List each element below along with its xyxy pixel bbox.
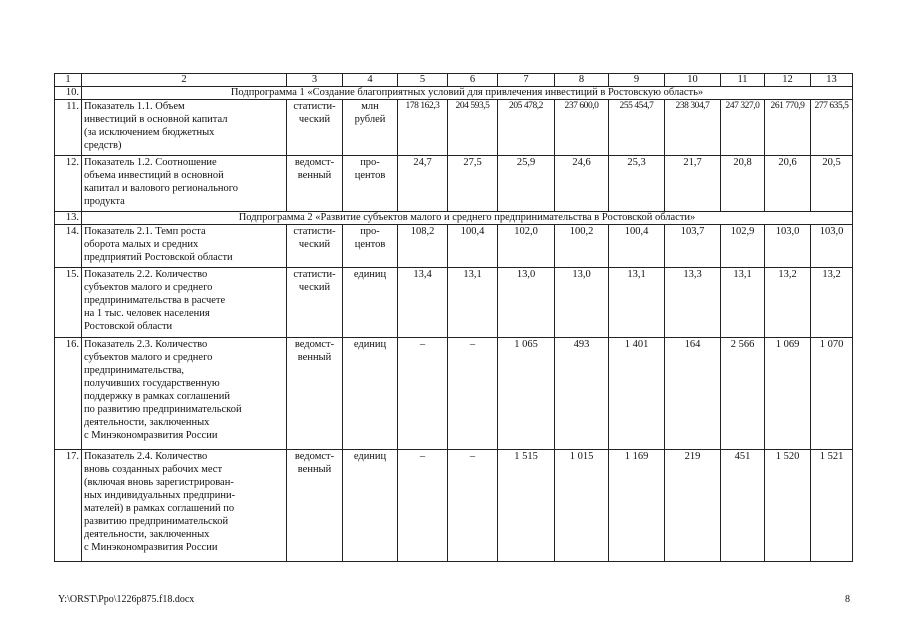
indicator-value: 237 600,0: [555, 100, 609, 156]
indicator-source: ведомст- венный: [287, 156, 343, 212]
subprogram-row: [55, 212, 853, 225]
indicator-value: 24,7: [398, 156, 448, 212]
table-row: [55, 225, 853, 268]
indicator-value: 13,1: [448, 268, 498, 338]
indicator-value: 13,1: [721, 268, 765, 338]
indicator-value: 100,4: [448, 225, 498, 268]
indicator-value: 1 169: [609, 450, 665, 562]
indicator-value: 238 304,7: [665, 100, 721, 156]
column-number-header: 10: [665, 74, 721, 87]
indicator-value: 1 520: [765, 450, 811, 562]
indicator-source: статисти- ческий: [287, 100, 343, 156]
indicator-value: 277 635,5: [811, 100, 853, 156]
indicator-value: 1 069: [765, 338, 811, 450]
column-number-header: 11: [721, 74, 765, 87]
indicator-value: 451: [721, 450, 765, 562]
indicator-value: 13,3: [665, 268, 721, 338]
indicator-value: 13,0: [555, 268, 609, 338]
subprogram-title: Подпрограмма 1 «Создание благоприятных условий для привлечения инвестиций в Ростовскую область»: [82, 87, 853, 100]
indicator-source: статисти- ческий: [287, 268, 343, 338]
indicator-value: 13,0: [498, 268, 555, 338]
indicator-name: Показатель 2.4. Количество вновь созданных рабочих мест (включая вновь зарегистрирован- ных индивидуальных предприни- мателей) в рамках соглашений по развитию предпринимательской деятельности, заключенных с Минэкономразвития России: [82, 450, 287, 562]
table-body: [55, 74, 853, 562]
indicator-name: Показатель 2.3. Количество субъектов малого и среднего предпринимательства, получивших государственную поддержку в рамках соглашений по развитию предпринимательской деятельности, заключенных с Минэкономразвития России: [82, 338, 287, 450]
indicator-value: 25,9: [498, 156, 555, 212]
table-row: [55, 156, 853, 212]
indicator-value: 102,9: [721, 225, 765, 268]
indicator-value: 13,2: [811, 268, 853, 338]
table-row: [55, 450, 853, 562]
indicator-value: 1 070: [811, 338, 853, 450]
indicator-table-container: [54, 73, 852, 562]
subprogram-title: Подпрограмма 2 «Развитие субъектов малого и среднего предпринимательства в Ростовской области»: [82, 212, 853, 225]
indicator-value: 205 478,2: [498, 100, 555, 156]
indicator-value: 20,8: [721, 156, 765, 212]
indicator-value: 27,5: [448, 156, 498, 212]
indicator-value: 13,1: [609, 268, 665, 338]
row-number: 16.: [55, 338, 82, 450]
indicator-value: 25,3: [609, 156, 665, 212]
indicator-value: 100,2: [555, 225, 609, 268]
column-number-header: 12: [765, 74, 811, 87]
indicator-value: 1 515: [498, 450, 555, 562]
footer-page-number: 8: [845, 594, 850, 605]
indicator-value: 493: [555, 338, 609, 450]
indicator-value: 108,2: [398, 225, 448, 268]
row-number: 12.: [55, 156, 82, 212]
indicator-value: 1 015: [555, 450, 609, 562]
indicator-value: 102,0: [498, 225, 555, 268]
indicator-value: 261 770,9: [765, 100, 811, 156]
table-row: [55, 338, 853, 450]
indicator-value: 103,0: [765, 225, 811, 268]
column-number-header: 6: [448, 74, 498, 87]
indicator-unit: млн рублей: [343, 100, 398, 156]
indicator-value: 20,5: [811, 156, 853, 212]
indicator-value: 21,7: [665, 156, 721, 212]
indicator-unit: про- центов: [343, 225, 398, 268]
indicator-value: 2 566: [721, 338, 765, 450]
indicator-value: 1 401: [609, 338, 665, 450]
indicator-value: –: [448, 338, 498, 450]
indicator-source: ведомст- венный: [287, 450, 343, 562]
column-number-header: 2: [82, 74, 287, 87]
indicator-value: –: [398, 450, 448, 562]
footer-file-path: Y:\ORST\Ppo\1226p875.f18.docx: [58, 594, 195, 605]
indicator-value: –: [398, 338, 448, 450]
indicator-source: ведомст- венный: [287, 338, 343, 450]
indicator-value: 164: [665, 338, 721, 450]
indicator-unit: единиц: [343, 338, 398, 450]
indicator-unit: про- центов: [343, 156, 398, 212]
indicator-value: 1 065: [498, 338, 555, 450]
row-number: 13.: [55, 212, 82, 225]
indicator-value: 103,7: [665, 225, 721, 268]
indicator-name: Показатель 1.1. Объем инвестиций в основной капитал (за исключением бюджетных средств): [82, 100, 287, 156]
indicator-value: 178 162,3: [398, 100, 448, 156]
subprogram-row: [55, 87, 853, 100]
indicator-value: 204 593,5: [448, 100, 498, 156]
row-number: 14.: [55, 225, 82, 268]
table-row: [55, 100, 853, 156]
indicator-value: –: [448, 450, 498, 562]
row-number: 15.: [55, 268, 82, 338]
column-number-header: 4: [343, 74, 398, 87]
column-number-header: 13: [811, 74, 853, 87]
column-number-header: 3: [287, 74, 343, 87]
column-number-header: 8: [555, 74, 609, 87]
indicator-value: 247 327,0: [721, 100, 765, 156]
column-number-header: 9: [609, 74, 665, 87]
column-number-header: 5: [398, 74, 448, 87]
indicator-name: Показатель 2.2. Количество субъектов малого и среднего предпринимательства в расчете на 1 тыс. человек населения Ростовской области: [82, 268, 287, 338]
indicator-name: Показатель 2.1. Темп роста оборота малых и средних предприятий Ростовской области: [82, 225, 287, 268]
indicator-name: Показатель 1.2. Соотношение объема инвестиций в основной капитал и валового регионального продукта: [82, 156, 287, 212]
indicator-value: 103,0: [811, 225, 853, 268]
row-number: 17.: [55, 450, 82, 562]
column-number-header: 7: [498, 74, 555, 87]
row-number: 10.: [55, 87, 82, 100]
indicator-value: 20,6: [765, 156, 811, 212]
table-header-row: [55, 74, 853, 87]
indicator-value: 13,2: [765, 268, 811, 338]
indicator-value: 13,4: [398, 268, 448, 338]
indicator-unit: единиц: [343, 268, 398, 338]
indicator-table: [54, 73, 853, 562]
row-number: 11.: [55, 100, 82, 156]
indicator-value: 219: [665, 450, 721, 562]
indicator-unit: единиц: [343, 450, 398, 562]
indicator-value: 255 454,7: [609, 100, 665, 156]
indicator-value: 1 521: [811, 450, 853, 562]
indicator-value: 24,6: [555, 156, 609, 212]
indicator-value: 100,4: [609, 225, 665, 268]
table-row: [55, 268, 853, 338]
indicator-source: статисти- ческий: [287, 225, 343, 268]
column-number-header: 1: [55, 74, 82, 87]
